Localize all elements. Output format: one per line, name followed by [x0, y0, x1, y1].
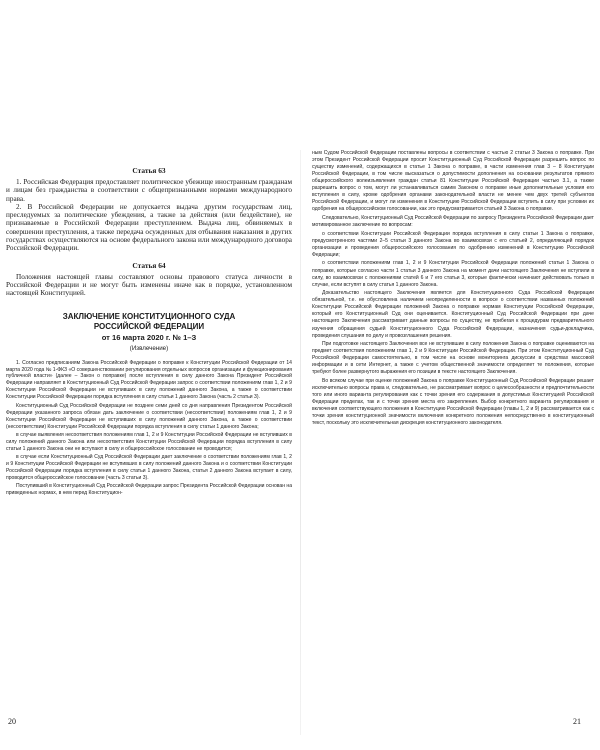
right-page — [312, 150, 594, 740]
right-paragraph-4: о соответствии положениям глав 1, 2 и 9 Конституции Российской Федерации положений статьи 1 Закона о поправке, которые согласно части 1 статьи 3 данного Закона на момент дачи настоящего Заключения не вступили в силу, во взаимосвязи с положениями статей 6 и 7 его статьи 3, которые фактически начинают действовать только в случае, если вступят в силу статья 1 данного Закона. — [312, 260, 594, 288]
conclusion-paragraph-2: Конституционный Суд Российской Федерации не позднее семи дней со дня направления Президентом Российской Федерации указанного запроса обязан дать заключение о соответствии (несоответствии) положениям глав 1, 2 и 9 Конституции Российской Федерации не вступивших в силу положений данного Закона, а также о соответствии (несоответствии) Конституции Российской Федерации порядка вступления в силу статьи 1 данного Закона; — [6, 402, 292, 430]
article-63-paragraph-1: 1. Российская Федерация предоставляет политическое убежище иностранным гражданам и лицам без гражданства в соответствии с общепризнанными нормами международного права. — [6, 178, 292, 203]
article-64-title: Статья 64 — [132, 260, 166, 270]
right-paragraph-1: ным Судом Российской Федерации поставлены вопросы в соответствии с частью 2 статьи 3 Закона о поправке. При этом Президент Российской Федерации просит Конституционный Суд Российской Федерации разрешить вопрос по существу изменений, содержащихся в статье 1 Закона о поправке, в части изменения глав 3 – 8 Конституции Российской Федерации, в том числе высказаться о допустимости дополнения на основании результатов прямого общероссийского волеизъявления граждан статьи 81 Конституции Российской Федерации частью 3.1, а также разрешить вопрос о том, могут ли устанавливаться самим Законом о поправке иные дополнительные условия его вступления в силу, кроме одобрения органами законодательной власти не менее чем двух третей субъектов Российской Федерации, и могут ли изменения в Конституцию Российской Федерации вступить в силу при условии их одобрения на общероссийском голосовании, как это предусматривается статьей 3 Закона о поправке. — [312, 150, 594, 213]
page-number-left: 20 — [8, 717, 16, 726]
page-number-right: 21 — [573, 717, 581, 726]
left-page — [6, 150, 292, 740]
conclusion-paragraph-3: в случае выявления несоответствия положениям глав 1, 2 и 9 Конституции Российской Федерации не вступивших в силу положений данного Закона или несоответствия Конституции Российской Федерации порядка вступления в силу статьи 1 данного Закона они не вступают в силу и общероссийское голосование не проводится; — [6, 431, 292, 452]
right-paragraph-6: При подготовке настоящего Заключения все не вступившие в силу положения Закона о поправке оцениваются на предмет соответствия положениям глав 1, 2 и 9 Конституции Российской Федерации. При этом Конституционный Суд Российской Федерации самостоятельно, в том числе на основе мониторинга дискуссии в средствах массовой информации и в сети Интернет, а также с учетом общественной значимости определяет те положения, которые требуют более развернутого выражения его позиции в тексте настоящего Заключения. — [312, 341, 594, 376]
article-64-paragraph: Положения настоящей главы составляют основы правового статуса личности в Российской Федерации и не могут быть изменены иначе как в порядке, установленном настоящей Конституцией. — [6, 272, 292, 298]
right-paragraph-3: о соответствии Конституции Российской Федерации порядка вступления в силу статьи 1 Закона о поправке, предусмотренного частями 2–5 статьи 3 данного Закона во взаимосвязи с его статьей 2, определяющей порядок организации и проведения общероссийского голосования по одобрению изменений в Конституцию Российской Федерации; — [312, 230, 594, 258]
conclusion-paragraph-4: в случае если Конституционный Суд Российской Федерации дает заключение о соответствии положениям глав 1, 2 и 9 Конституции Российской Федерации не вступивших в силу положений данного Закона и о соответствии Конституции Российской Федерации порядка вступления в силу статьи 1 данного Закона, статья 2 данного Закона вступает в силу, проводится общероссийское голосование (часть 3 статьи 3). — [6, 454, 292, 481]
conclusion-date: от 16 марта 2020 г. № 1–З — [101, 332, 197, 342]
conclusion-title-line-2: РОССИЙСКОЙ ФЕДЕРАЦИИ — [93, 321, 205, 331]
article-63-paragraph-2: 2. В Российской Федерации не допускается выдача другим государствам лиц, преследуемых за политические убеждения, а также за действия (или бездействие), не признаваемые в Российской Федерации преступлением. Выдача лиц, обвиняемых в совершении преступления, а также передача осужденных для отбывания наказания в других государствах осуществляются на основе федерального закона или международного договора Российской Федерации. — [6, 202, 292, 253]
right-paragraph-7: Во всяком случае при оценке положений Закона о поправке Конституционный Суд Российской Федерации решает исключительно вопросы права и, следовательно, не рассматривает вопрос о целесообразности и предпочтительности того или иного варианта регулирования как с точки зрения его содержания в допустимых Конституцией Российской Федерации пределах, так и с точки зрения места его закрепления. Выбор конкретного варианта регулирования и включения соответствующего положения в Конституцию Российской Федерации (главы 1, 2 и 9) рассматривается как с точки зрения конституционной значимости включения конкретного положения непосредственно в конституционный текст, поскольку это исключительная дискреция конституционного законодателя. — [312, 378, 594, 427]
book-gutter — [300, 150, 301, 735]
conclusion-paragraph-1: 1. Согласно предписаниям Закона Российской Федерации о поправке к Конституции Российской Федерации от 14 марта 2020 года № 1-ФКЗ «О совершенствовании регулирования отдельных вопросов организации и функционирования публичной власти» (далее – Закон о поправке) после вступления в силу данного Закона Президент Российской Федерации направляет в Конституционный Суд Российской Федерации запрос о соответствии положениям глав 1, 2 и 9 Конституции Российской Федерации не вступивших в силу положений данного Закона, а также о соответствии Конституции Российской Федерации порядка вступления в силу статьи 1 данного Закона (часть 2 статьи 3). — [6, 359, 292, 401]
conclusion-title-line-1: ЗАКЛЮЧЕНИЕ КОНСТИТУЦИОННОГО СУДА — [62, 311, 236, 321]
right-paragraph-5: Доказательство настоящего Заключения является для Конституционного Суда Российской Федерации обязательной, т.е. не обусловлена наличием неопределенности в вопросе о соответствии названных положений Конституции Российской Федерации положений Закона о поправке нормам Конституции Российской Федерации, который его Конституционный Суд они оценивается. Конституционный Суд Российской Федерации при даче настоящего Заключения рассматривает данные вопросы по существу, не прибегая к процедурам предварительного изучения обращения судьей Конституционного Суда Российской Федерации, назначения судьи-докладчика, проведения слушания по делу и провозглашения решения. — [312, 290, 594, 339]
right-paragraph-2: Следовательно, Конституционный Суд Российской Федерации по запросу Президента Российской Федерации дает мотивированное заключение по вопросам: — [312, 215, 594, 229]
conclusion-paragraph-5: Поступивший в Конституционный Суд Российской Федерации запрос Президента Российской Федерации основан на приведенных нормах, в нем перед Конституцион- — [6, 483, 292, 497]
extract-label: (Извлечение) — [129, 344, 169, 352]
conclusion-title — [6, 312, 292, 332]
article-63-title: Статья 63 — [132, 166, 166, 175]
